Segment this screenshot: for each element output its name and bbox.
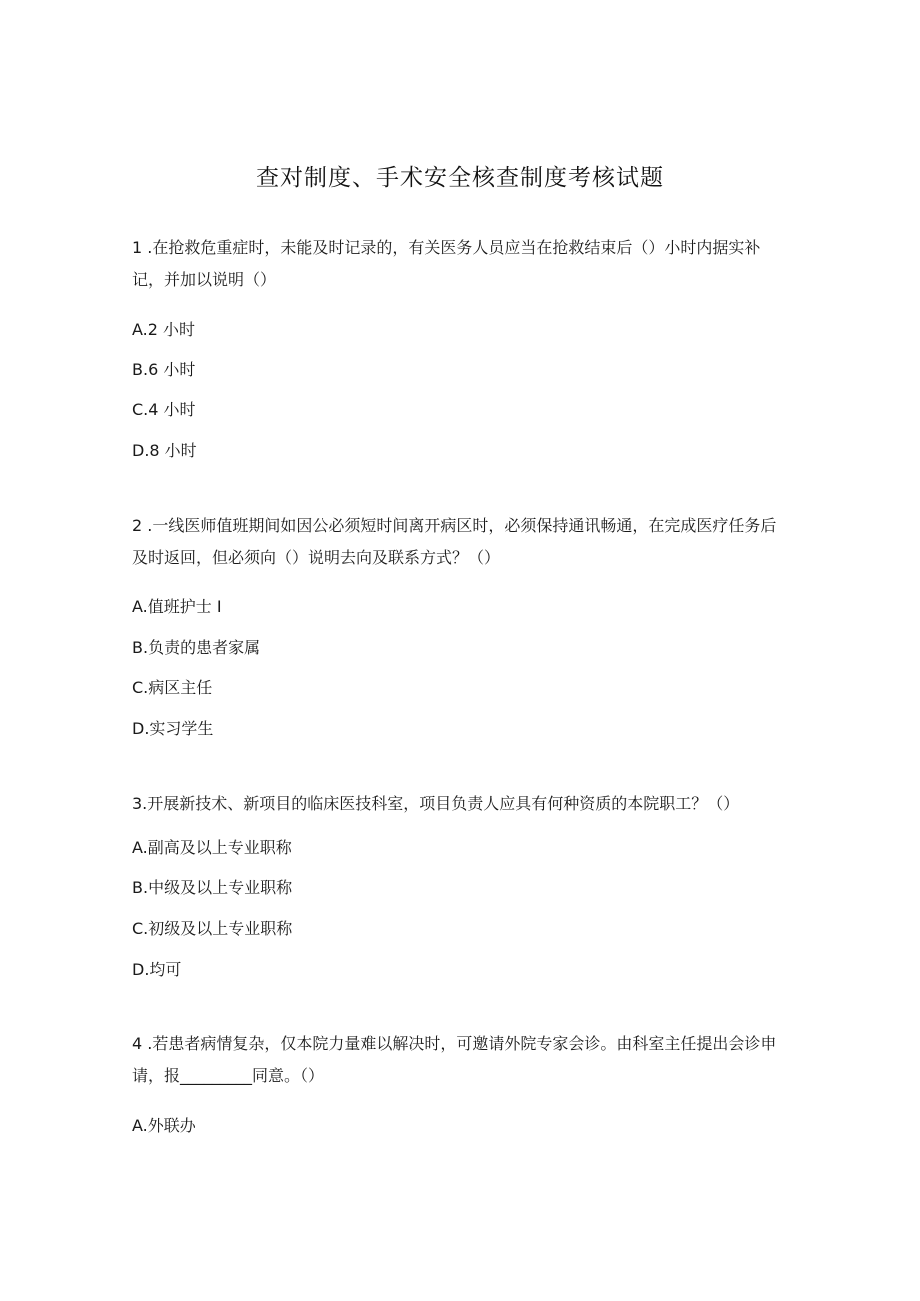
question-3-option-c: C.初级及以上专业职称 — [132, 919, 293, 938]
question-2-stem: 2 .一线医师值班期间如因公必须短时间离开病区时，必须保持通讯畅通，在完成医疗任务后及时返回，但必须向（）说明去向及联系方式？（） — [132, 516, 777, 567]
question-1-option-d: D.8 小时 — [132, 441, 197, 460]
question-1-option-c: C.4 小时 — [132, 400, 196, 419]
question-3-stem: 3.开展新技术、新项目的临床医技科室，项目负责人应具有何种资质的本院职工？（） — [132, 794, 740, 813]
document-title: 查对制度、手术安全核查制度考核试题 — [256, 165, 664, 191]
question-2-option-c: C.病区主任 — [132, 678, 213, 697]
question-3-option-b: B.中级及以上专业职称 — [132, 878, 293, 897]
question-4-option-a: A.外联办 — [132, 1116, 196, 1135]
question-2-option-a: A.值班护士 I — [132, 597, 222, 616]
question-4-stem: 4 .若患者病情复杂，仅本院力量难以解决时，可邀请外院专家会诊。由科室主任提出会诊申请，报_________同意。（） — [132, 1034, 777, 1085]
question-3-option-d: D.均可 — [132, 960, 182, 979]
question-3-option-a: A.副高及以上专业职称 — [132, 838, 292, 857]
question-2-option-b: B.负责的患者家属 — [132, 638, 261, 657]
question-1-option-b: B.6 小时 — [132, 360, 196, 379]
question-2-option-d: D.实习学生 — [132, 719, 214, 738]
question-1-stem: 1 .在抢救危重症时，未能及时记录的，有关医务人员应当在抢救结束后（）小时内据实补记，并加以说明（） — [132, 238, 761, 289]
question-1-option-a: A.2 小时 — [132, 320, 196, 339]
